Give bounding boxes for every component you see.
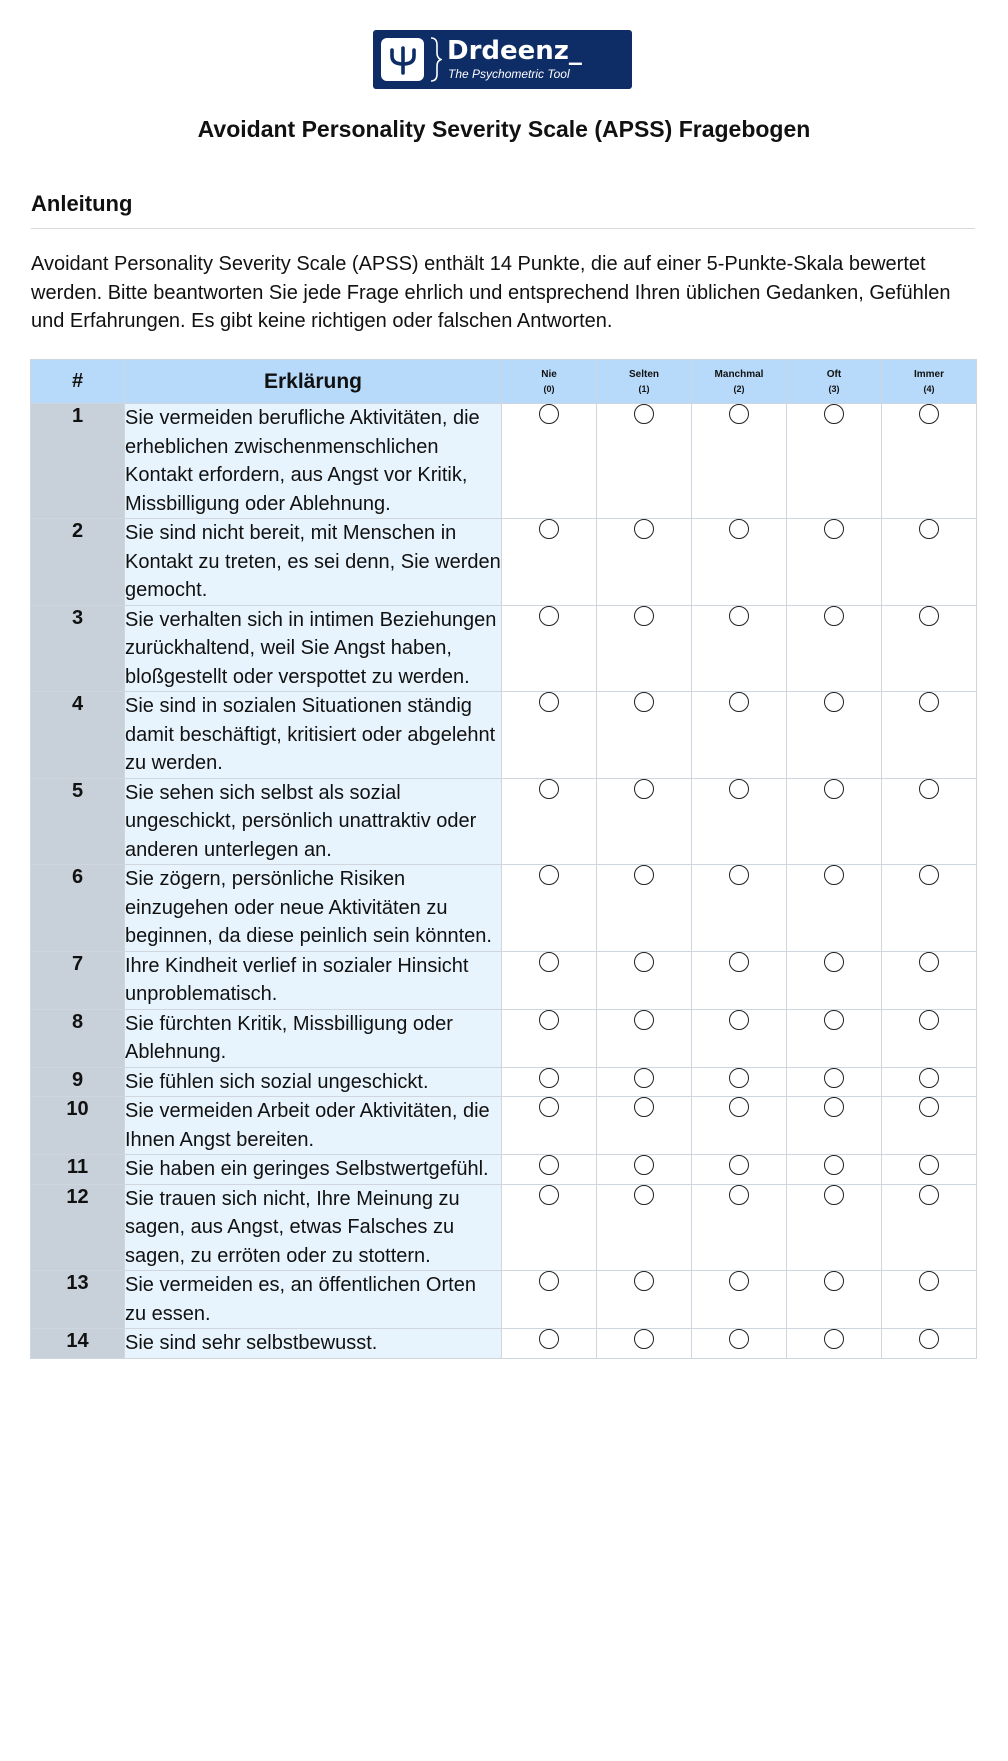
option-cell-immer [882,692,977,779]
header-option-oft [787,360,882,404]
radio-nie[interactable] [539,606,559,626]
radio-nie[interactable] [539,519,559,539]
option-cell-immer [882,1329,977,1359]
table-row [31,951,977,1009]
radio-selten[interactable] [634,952,654,972]
radio-nie[interactable] [539,1271,559,1291]
item-statement: Sie fühlen sich sozial ungeschickt. [125,1067,502,1097]
table-row [31,1155,977,1185]
option-cell-nie [502,1271,597,1329]
option-cell-immer [882,404,977,519]
radio-immer[interactable] [919,606,939,626]
option-label: Selten [628,368,659,380]
radio-immer[interactable] [919,779,939,799]
brand-name: Drdeenz_ [447,36,582,66]
radio-selten[interactable] [634,1329,654,1349]
radio-oft[interactable] [824,1068,844,1088]
option-cell-selten [597,1184,692,1271]
radio-immer[interactable] [919,404,939,424]
option-cell-oft [787,1329,882,1359]
radio-nie[interactable] [539,692,559,712]
option-cell-selten [597,865,692,952]
item-statement: Sie haben ein geringes Selbstwertgefühl. [125,1155,502,1185]
radio-oft[interactable] [824,865,844,885]
radio-manchmal[interactable] [729,692,749,712]
radio-immer[interactable] [919,1329,939,1349]
header-number: # [31,360,125,404]
item-number: 6 [31,865,125,952]
option-cell-oft [787,951,882,1009]
item-number: 5 [31,778,125,865]
radio-manchmal[interactable] [729,1271,749,1291]
table-row [31,605,977,692]
radio-manchmal[interactable] [729,1185,749,1205]
table-header-row [31,360,977,404]
radio-nie[interactable] [539,1329,559,1349]
radio-manchmal[interactable] [729,606,749,626]
option-cell-immer [882,778,977,865]
header-option-nie [502,360,597,404]
header-option-immer [882,360,977,404]
radio-oft[interactable] [824,1010,844,1030]
item-statement: Ihre Kindheit verlief in sozialer Hinsicht unproblematisch. [125,951,502,1009]
option-label: Immer [913,368,944,380]
option-cell-oft [787,1271,882,1329]
radio-immer[interactable] [919,1271,939,1291]
radio-immer[interactable] [919,1068,939,1088]
option-value: (0) [543,383,555,394]
option-cell-nie [502,1329,597,1359]
radio-immer[interactable] [919,1185,939,1205]
item-number: 13 [31,1271,125,1329]
option-cell-immer [882,865,977,952]
option-cell-selten [597,1097,692,1155]
option-cell-oft [787,519,882,606]
radio-selten[interactable] [634,1155,654,1175]
radio-immer[interactable] [919,1097,939,1117]
option-cell-manchmal [692,1155,787,1185]
radio-nie[interactable] [539,1068,559,1088]
radio-immer[interactable] [919,865,939,885]
radio-immer[interactable] [919,1155,939,1175]
radio-oft[interactable] [824,952,844,972]
radio-selten[interactable] [634,606,654,626]
item-statement: Sie vermeiden Arbeit oder Aktivitäten, die Ihnen Angst bereiten. [125,1097,502,1155]
option-cell-manchmal [692,1097,787,1155]
option-value: (2) [733,383,745,394]
option-cell-immer [882,1067,977,1097]
item-number: 4 [31,692,125,779]
option-cell-manchmal [692,1184,787,1271]
item-statement: Sie fürchten Kritik, Missbilligung oder Ablehnung. [125,1009,502,1067]
instructions-text: Avoidant Personality Severity Scale (APSS) enthält 14 Punkte, die auf einer 5-Punkte-Skala bewertet werden. Bitte beantworten Sie jede Frage ehrlich und entsprechend Ihren üblichen Gedanken, Gefühlen und Erfahrungen. Es gibt keine richtigen oder falschen Antworten. [31,253,951,332]
option-cell-oft [787,692,882,779]
item-number: 2 [31,519,125,606]
radio-manchmal[interactable] [729,1068,749,1088]
option-cell-manchmal [692,1271,787,1329]
table-row [31,692,977,779]
option-cell-oft [787,778,882,865]
radio-oft[interactable] [824,1155,844,1175]
radio-selten[interactable] [634,865,654,885]
radio-nie[interactable] [539,865,559,885]
radio-manchmal[interactable] [729,404,749,424]
option-cell-nie [502,1184,597,1271]
radio-nie[interactable] [539,1097,559,1117]
option-cell-immer [882,1009,977,1067]
item-statement: Sie sind in sozialen Situationen ständig damit beschäftigt, kritisiert oder abgelehnt zu werden. [125,692,502,779]
psi-icon [381,38,424,81]
option-cell-oft [787,404,882,519]
radio-oft[interactable] [824,1097,844,1117]
item-number: 7 [31,951,125,1009]
radio-manchmal[interactable] [729,519,749,539]
option-cell-manchmal [692,778,787,865]
radio-selten[interactable] [634,404,654,424]
table-row [31,865,977,952]
option-cell-immer [882,1184,977,1271]
option-cell-oft [787,865,882,952]
item-statement: Sie verhalten sich in intimen Beziehungen zurückhaltend, weil Sie Angst haben, bloßgestellt oder verspottet zu werden. [125,605,502,692]
item-statement: Sie sind nicht bereit, mit Menschen in Kontakt zu treten, es sei denn, Sie werden gemocht. [125,519,502,606]
option-cell-immer [882,1271,977,1329]
option-cell-nie [502,865,597,952]
option-cell-nie [502,1009,597,1067]
option-cell-manchmal [692,692,787,779]
option-cell-nie [502,1067,597,1097]
header-option-manchmal [692,360,787,404]
table-row [31,1271,977,1329]
item-statement: Sie vermeiden es, an öffentlichen Orten zu essen. [125,1271,502,1329]
table-row [31,1009,977,1067]
page-title: Avoidant Personality Severity Scale (APSS) Fragebogen [197,116,811,142]
option-cell-oft [787,1009,882,1067]
option-cell-manchmal [692,1067,787,1097]
table-row [31,404,977,519]
radio-nie[interactable] [539,952,559,972]
item-number: 12 [31,1184,125,1271]
item-number: 10 [31,1097,125,1155]
option-cell-oft [787,1067,882,1097]
option-cell-immer [882,605,977,692]
table-row [31,1067,977,1097]
option-cell-oft [787,1184,882,1271]
radio-manchmal[interactable] [729,779,749,799]
option-cell-selten [597,1155,692,1185]
item-number: 3 [31,605,125,692]
option-value: (3) [828,383,840,394]
questionnaire-body [31,404,977,1359]
instructions-heading: Anleitung [31,191,133,216]
option-cell-manchmal [692,865,787,952]
option-cell-nie [502,1155,597,1185]
radio-oft[interactable] [824,519,844,539]
table-row [31,1329,977,1359]
section-divider [31,228,975,229]
brand-logo [373,30,632,89]
option-cell-nie [502,404,597,519]
radio-immer[interactable] [919,692,939,712]
option-label: Manchmal [714,368,764,380]
radio-oft[interactable] [824,606,844,626]
item-statement: Sie trauen sich nicht, Ihre Meinung zu sagen, aus Angst, etwas Falsches zu sagen, zu erröten oder zu stottern. [125,1184,502,1271]
option-cell-selten [597,1329,692,1359]
option-cell-manchmal [692,519,787,606]
radio-nie[interactable] [539,779,559,799]
option-label: Nie [541,368,557,380]
header-option-selten [597,360,692,404]
option-cell-manchmal [692,1009,787,1067]
radio-selten[interactable] [634,779,654,799]
option-cell-manchmal [692,605,787,692]
option-cell-nie [502,519,597,606]
radio-oft[interactable] [824,692,844,712]
option-cell-selten [597,951,692,1009]
option-cell-immer [882,951,977,1009]
radio-oft[interactable] [824,1185,844,1205]
table-row [31,519,977,606]
option-cell-selten [597,1067,692,1097]
option-value: (1) [638,383,650,394]
radio-oft[interactable] [824,1329,844,1349]
item-number: 1 [31,404,125,519]
radio-selten[interactable] [634,1271,654,1291]
item-statement: Sie vermeiden berufliche Aktivitäten, die erheblichen zwischenmenschlichen Kontakt erfordern, aus Angst vor Kritik, Missbilligung oder Ablehnung. [125,404,502,519]
option-cell-nie [502,1097,597,1155]
option-cell-selten [597,692,692,779]
radio-immer[interactable] [919,952,939,972]
option-cell-nie [502,605,597,692]
option-cell-oft [787,1155,882,1185]
option-label: Oft [826,368,842,380]
option-cell-selten [597,778,692,865]
radio-oft[interactable] [824,779,844,799]
radio-selten[interactable] [634,1068,654,1088]
option-cell-selten [597,1009,692,1067]
option-cell-nie [502,951,597,1009]
radio-manchmal[interactable] [729,1097,749,1117]
option-cell-selten [597,519,692,606]
option-cell-selten [597,404,692,519]
option-cell-immer [882,519,977,606]
item-statement: Sie sehen sich selbst als sozial ungeschickt, persönlich unattraktiv oder anderen unterlegen an. [125,778,502,865]
radio-nie[interactable] [539,404,559,424]
option-cell-oft [787,1097,882,1155]
option-cell-selten [597,605,692,692]
option-cell-nie [502,692,597,779]
brace-icon [428,36,442,83]
option-cell-manchmal [692,404,787,519]
radio-manchmal[interactable] [729,865,749,885]
radio-selten[interactable] [634,1097,654,1117]
radio-selten[interactable] [634,519,654,539]
option-cell-selten [597,1271,692,1329]
option-cell-nie [502,778,597,865]
radio-manchmal[interactable] [729,1010,749,1030]
item-number: 11 [31,1155,125,1185]
radio-selten[interactable] [634,1010,654,1030]
table-row [31,1184,977,1271]
brand-tagline: The Psychometric Tool [448,67,570,81]
item-statement: Sie sind sehr selbstbewusst. [125,1329,502,1359]
header-statement: Erklärung [125,360,502,404]
option-value: (4) [923,383,935,394]
item-number: 14 [31,1329,125,1359]
radio-manchmal[interactable] [729,1329,749,1349]
radio-selten[interactable] [634,692,654,712]
option-cell-manchmal [692,1329,787,1359]
questionnaire-table [30,359,977,1359]
radio-nie[interactable] [539,1185,559,1205]
table-row [31,1097,977,1155]
option-cell-immer [882,1097,977,1155]
radio-oft[interactable] [824,1271,844,1291]
radio-immer[interactable] [919,519,939,539]
option-cell-manchmal [692,951,787,1009]
radio-manchmal[interactable] [729,952,749,972]
item-number: 8 [31,1009,125,1067]
radio-immer[interactable] [919,1010,939,1030]
table-row [31,778,977,865]
radio-nie[interactable] [539,1010,559,1030]
radio-selten[interactable] [634,1185,654,1205]
item-statement: Sie zögern, persönliche Risiken einzugehen oder neue Aktivitäten zu beginnen, da diese peinlich sein könnten. [125,865,502,952]
option-cell-immer [882,1155,977,1185]
item-number: 9 [31,1067,125,1097]
radio-nie[interactable] [539,1155,559,1175]
radio-manchmal[interactable] [729,1155,749,1175]
option-cell-oft [787,605,882,692]
radio-oft[interactable] [824,404,844,424]
